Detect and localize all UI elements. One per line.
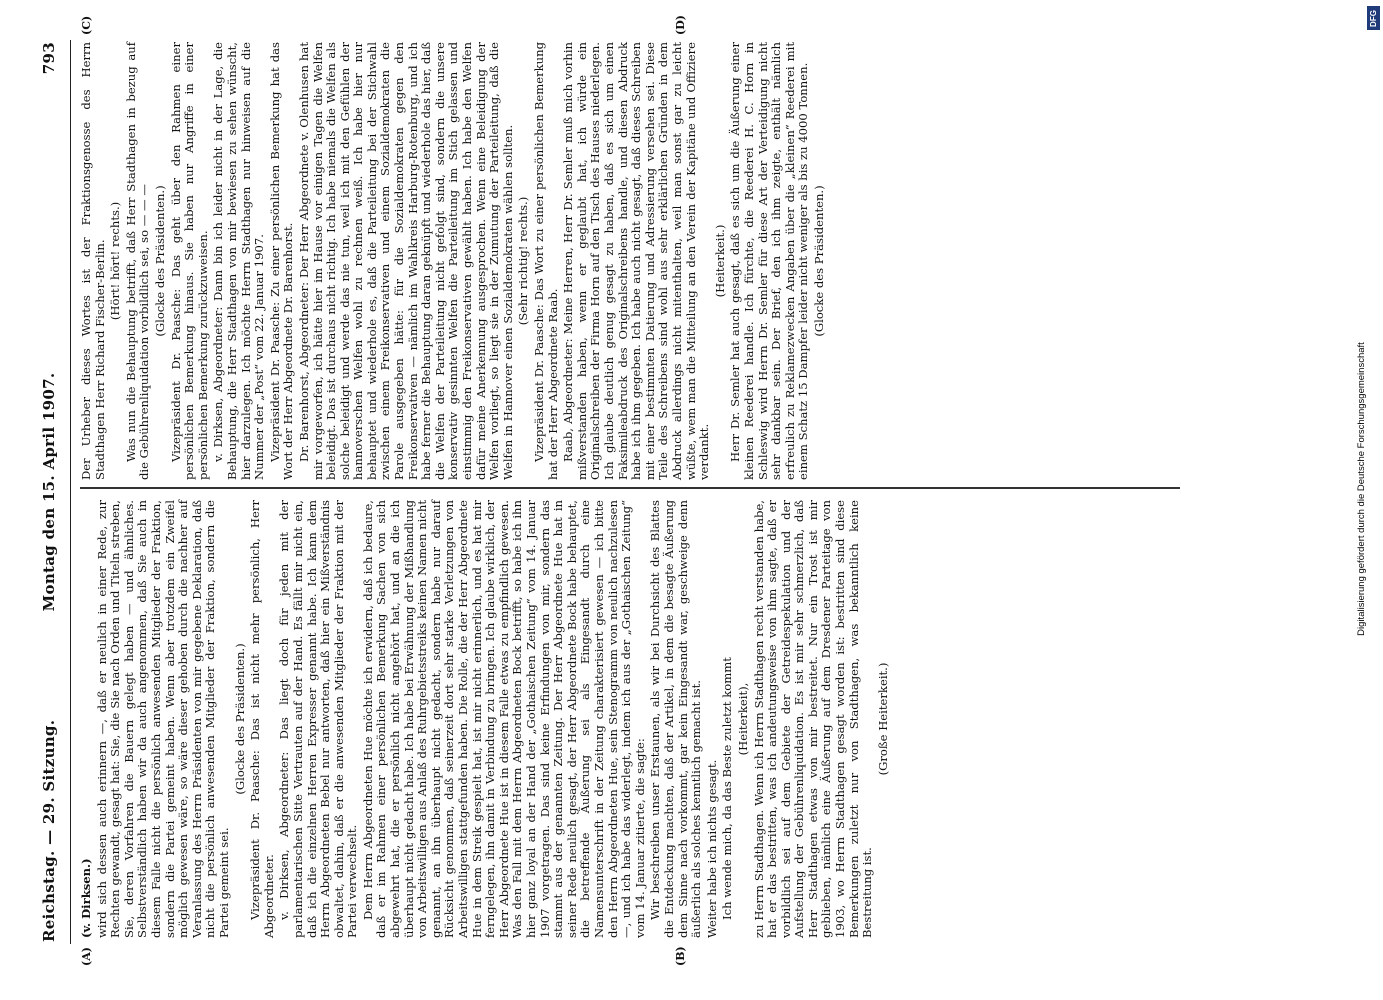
page-number: 793 — [40, 42, 58, 75]
digitization-note — [1346, 8, 1380, 988]
page-header — [40, 42, 66, 942]
speaker-ref: (v. Dirksen.) — [79, 858, 93, 938]
digitization-note-text: Digitalisierung gefördert durch die Deutsche Forschungsgemeinschaft — [1356, 342, 1367, 636]
interjection: (Sehr richtig! rechts.) — [516, 196, 531, 326]
interjection: (Große Heiterkeit.) — [875, 662, 890, 776]
right-column — [80, 42, 828, 480]
interjection: (Heiterkeit.) — [712, 224, 727, 298]
quotation: Wir beschreiben unser Erstaunen, als wir bei Durchsicht des Blattes die Entdeckung machten, daß der Artikel, in dem die besagte Äußerung dem Sinne nach vorkommt, gar kein Eingesandt war, geschweige denn äußerlich als solches kenntlich gemacht ist. — [648, 500, 704, 938]
paragraph: Ich wende mich, da das Beste zuletzt kommt — [720, 657, 735, 920]
dfg-logo: DFG — [1367, 6, 1380, 30]
margin-marker-c: (C) — [80, 15, 93, 35]
paragraph: zu Herrn Stadthagen. Wenn ich Herrn Stadthagen recht verstanden habe, hat er das bestritten, was ich andeutungsweise von ihm sagte, daß er vorbildlich sei auf dem Gebiete der Getreidespekulation und der Aufstellung der Gebührenliquidation. Es ist mir sehr schmerzlich, daß Herr Stadthagen etwas von mir bestreitet. Nur ein Trost ist mir geblieben, nämlich eine Äußerung auf dem Dresdener Parteitage von 1903, wo Herrn Stadthagen gesagt worden ist: bestritten sind diese Bemerkungen zuletzt nur von Stadthagen, was bekanntlich keine Bestreitung ist. — [751, 500, 875, 938]
header-session: Reichstag. — 29. Sitzung. — [40, 719, 58, 942]
interjection: (Glocke des Präsidenten.) — [811, 185, 826, 337]
rotated-page — [34, 15, 1324, 966]
header-rule — [70, 40, 71, 944]
margin-marker-b: (B) — [674, 946, 687, 966]
interjection: (Hört! hört! rechts.) — [108, 201, 123, 321]
paragraph: Der Urheber dieses Wortes ist der Fraktionsgenosse des Herrn Stadthagen Herr Richard Fischer-Berlin. — [79, 42, 107, 480]
paragraph: Herr Dr. Semler hat auch gesagt, daß es sich um die Äußerung einer kleinen Reederei handle. Ich fürchte, die Reederei H. C. Horn in Schleswig wird Herrn Dr. Semler für diese Art der Verteidigung nicht sehr dankbar sein. Der Brief, den ich ihm zeigte, enthält nämlich erfreulich zu Reklamezwecken Angaben über die „kleinen“ Reederei mit einem Schatz 15 Dampfer leider nicht weniger als bis zu 4000 Tonnen. — [728, 42, 811, 480]
paragraph: Weiter habe ich nichts gesagt. — [704, 759, 719, 938]
paragraph: Dr. Barenhorst, Abgeordneter: Der Herr Abgeordnete v. Olenhusen hat mir vorgeworfen, ich hätte hier im Hause vor einigen Tagen die Welfen beleidigt. Das ist durchaus nicht richtig. Ich habe niemals die Welfen als solche beleidigt und werde das nie tun, weil ich mit den Gefühlen der hannoverschen Welfen wohl zu rechnen weiß. Ich habe hier nur behauptet und wiederhole es, daß die Parteileitung bei der Stichwahl zwischen einem Freikonservativen und einem Sozialdemokraten die Parole ausgegeben hätte: für die Sozialdemokraten gegen den Freikonservativen — nämlich im Wahlkreis Harburg-Rotenburg, und ich habe ferner die Behauptung daran geknüpft und wiederhole das hier, daß die Welfen der Parteileitung nicht gefolgt sind, sondern die unsere konservativ gesinnten Welfen die Parteileitung im Stich gelassen und einstimmig den Freikonservativen gewählt haben. Ich habe den Welfen dafür meine Anerkennung ausgesprochen. Wenn eine Beleidigung der Welfen vorliegt, so liegt sie in der Zumutung der Parteileitung, daß die Welfen in Hannover einen Sozialdemokraten wählen sollten. — [296, 42, 515, 480]
paragraph: Vizepräsident Dr. Paasche: Zu einer persönlichen Bemerkung hat das Wort der Herr Abgeordnete Dr. Barenhorst. — [267, 42, 296, 480]
paragraph: Vizepräsident Dr. Paasche: Das ist nicht mehr persönlich, Herr Abgeordneter. — [248, 500, 276, 938]
interjection: (Glocke des Präsidenten.) — [232, 643, 247, 795]
paragraph: Dem Herrn Abgeordneten Hue möchte ich erwidern, daß ich bedaure, daß er im Rahmen einer persönlichen Bemerkung Sachen von sich abgewehrt hat, die er persönlich nicht angehört hat, und an die ich überhaupt nicht gedacht habe. Ich habe bei Erwähnung der Mißhandlung von Arbeitswilligen aus Anlaß des Ruhrgebietsstreiks keinen Namen nicht genannt, an ihn überhaupt nicht gedacht, sondern habe nur darauf Rücksicht genommen, daß seinerzeit dort sehr starke Verletzungen von Arbeitswilligen stattgefunden haben. Die Rolle, die der Herr Abgeordnete Hue in dem Streik gespielt hat, ist mir nicht erinnerlich, und es hat mir ferngelegen, ihn damit in Verbindung zu bringen. Ich glaube wirklich, der Herr Abgeordnete Hue ist in diesem Falle etwas zu empfindlich gewesen. Was den Fall mit dem Herrn Abgeordneten Bock betrifft, so habe ich ihn hier ganz loyal an der Hand der „Gothaischen Zeitung“ vom 14. Januar 1907 vorgetragen. Das sind keine Erfindungen von mir, sondern das stammt aus der genannten Zeitung. Der Herr Abgeordnete Hue hat in seiner Rede neulich gesagt, der Herr Abgeordnete Bock habe behauptet, die betreffende Äußerung sei als Eingesandt durch eine Namensunterschrift in der Zeitung charakterisiert gewesen — ich bitte den Herrn Abgeordneten Hue, sein Stenogramm von neulich nachzulesen —, und ich habe das widerlegt, indem ich aus der „Gothaischen Zeitung“ vom 14. Januar zitierte, die sagte: — [360, 500, 647, 938]
paragraph: wird sich dessen auch erinnern —, daß er neulich in einer Rede, zur Rechten gewandt, gesagt hat: Sie, die Sie nach Orden und Titeln streben, Sie, deren Vorfahren die Bauern gelegt haben — und ähnliches. Selbstverständlich haben wir da auch angenommen, daß Sie auch in diesem Falle nicht die persönlich anwesenden Mitglieder der Fraktion, sondern die Partei gemeint haben. Wenn aber trotzdem ein Zweifel möglich gewesen wäre, so wäre dieser gehoben durch die nachher auf Veranlassung des Herrn Präsidenten von mir gegebene Deklaration, daß nicht die persönlich anwesenden Mitglieder der Fraktion, sondern die Partei gemeint sei. — [94, 500, 231, 938]
paragraph: Vizepräsident Dr. Paasche: Das geht über den Rahmen einer persönlichen Bemerkung hinaus. Sie haben nur Angriffe in einer persönlichen Bemerkung zurückzuweisen. — [168, 42, 210, 480]
left-column — [80, 500, 892, 938]
margin-marker-a: (A) — [80, 947, 93, 966]
interjection: (Glocke des Präsidenten.) — [152, 185, 167, 337]
paragraph: v. Dirksen, Abgeordneter: Das liegt doch für jeden mit der parlamentarischen Sitte Vertrauten auf der Hand. Es fällt mir nicht ein, daß ich die einzelnen Herren Expresser genannt habe. Ich kann dem Herrn Abgeordneten Bebel nur antworten, daß hier ein Mißverständnis obwaltet, dahin, daß er die anwesenden Mitglieder der Fraktion mit der Partei verwechselt. — [277, 500, 360, 938]
header-date: Montag den 15. April 1907. — [40, 372, 58, 612]
interjection: (Heiterkeit), — [735, 682, 750, 756]
paragraph: v. Dirksen, Abgeordneter: Dann bin ich leider nicht in der Lage, die Behauptung, die Herr Stadthagen von mir bewiesen zu sehen wünscht, hier darzulegen. Ich möchte Herrn Stadthagen nur hinweisen auf die Nummer der „Post“ vom 22. Januar 1907. — [211, 42, 267, 480]
paragraph: Raab, Abgeordneter: Meine Herren, Herr Dr. Semler muß mich vorhin mißverstanden haben, wenn er geglaubt hat, ich würde ein Originalschreiben der Firma Horn auf den Tisch des Hauses niederlegen. Ich glaube deutlich genug gesagt zu haben, daß es sich um einen Faksimileabdruck des Originalschreibens handle, und diesen Abdruck habe ich ihm gegeben. Ich habe auch nicht gesagt, daß dieses Schreiben mit einer bestimmten Datierung und Adressierung versehen sei. Diese Teile des Schreibens sind wohl aus sehr erklärlichen Gründen in dem Abdruck allerdings nicht mitenthalten, weil man sonst gar zu leicht wüßte, wem man die Mitteilung an den Verein der Kapitäne und Offiziere verdankt. — [561, 42, 712, 480]
paragraph: Vizepräsident Dr. Paasche: Das Wort zu einer persönlichen Bemerkung hat der Herr Abgeordnete Raab. — [532, 42, 560, 480]
margin-marker-d: (D) — [674, 15, 687, 35]
paragraph: Was nun die Behauptung betrifft, daß Herr Stadthagen in bezug auf die Gebührenliquidation vorbildlich sei, so — — — — [123, 42, 152, 480]
column-divider — [80, 488, 1180, 490]
